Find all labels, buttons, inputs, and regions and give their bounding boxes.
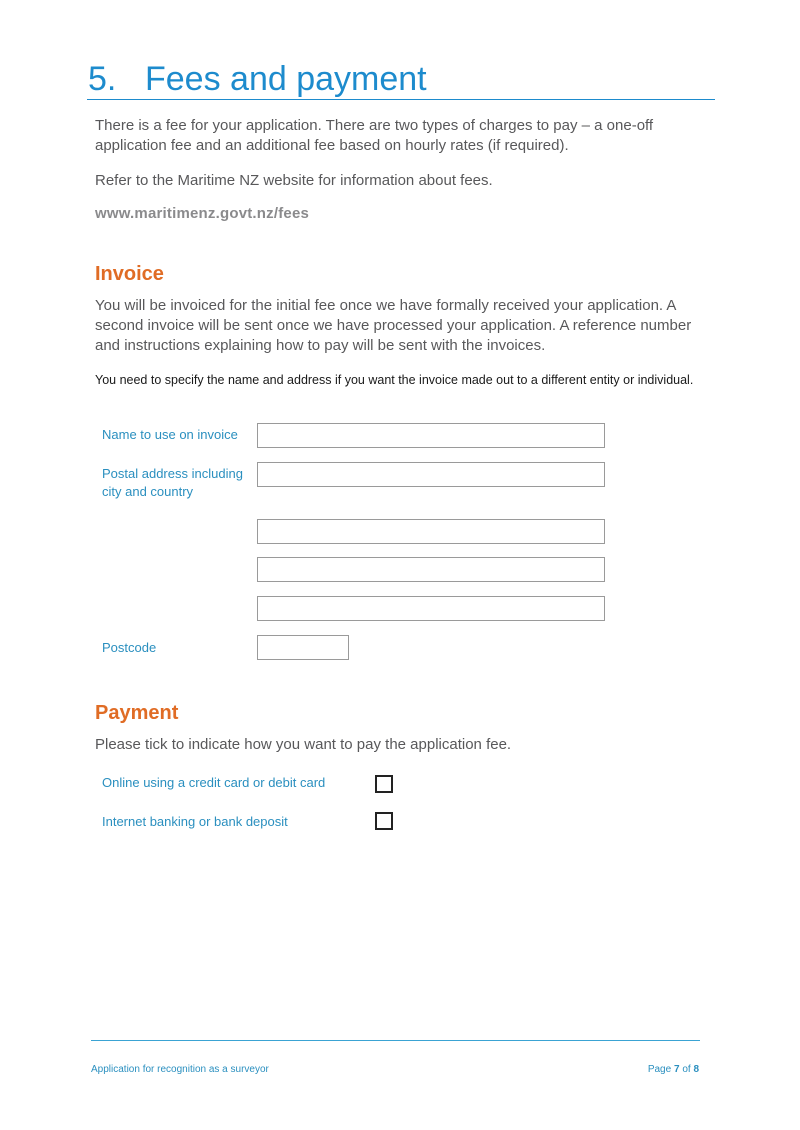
invoice-address-line-3[interactable] xyxy=(257,557,605,582)
invoice-name-field[interactable] xyxy=(257,423,605,448)
invoice-note: You need to specify the name and address if you want the invoice made out to a different entity or individual. xyxy=(95,373,694,387)
fees-website-link[interactable]: www.maritimenz.govt.nz/fees xyxy=(95,205,310,222)
invoice-postcode-label: Postcode xyxy=(102,640,157,655)
payment-option-bank-label: Internet banking or bank deposit xyxy=(102,814,288,829)
invoice-address-line-1[interactable] xyxy=(257,462,605,487)
payment-option-card-checkbox[interactable] xyxy=(375,775,393,793)
page-title: Fees and payment xyxy=(145,60,427,98)
intro-paragraph-refer: Refer to the Maritime NZ website for information about fees. xyxy=(95,172,493,189)
footer-page-total: 8 xyxy=(693,1064,699,1075)
payment-option-bank-checkbox[interactable] xyxy=(375,812,393,830)
title-divider xyxy=(87,99,715,100)
payment-heading: Payment xyxy=(95,702,179,724)
intro-paragraph-fees: There is a fee for your application. There are two types of charges to pay – a one-off application fee and an additional fee based on hourly rates (if required). xyxy=(95,117,654,154)
footer-page-current: 7 xyxy=(673,1064,680,1075)
invoice-address-line-2[interactable] xyxy=(257,519,605,544)
footer-divider xyxy=(91,1040,700,1041)
footer-page-number xyxy=(648,1064,699,1075)
payment-option-card-label: Online using a credit card or debit card xyxy=(102,775,326,790)
footer-page-of: of xyxy=(682,1064,691,1075)
invoice-name-label: Name to use on invoice xyxy=(102,427,238,442)
invoice-heading: Invoice xyxy=(95,263,164,285)
invoice-address-line-4[interactable] xyxy=(257,596,605,621)
section-number: 5. xyxy=(88,60,117,98)
footer-page-prefix: Page xyxy=(647,1064,672,1075)
footer-document-title: Application for recognition as a surveyor xyxy=(91,1064,269,1075)
invoice-address-label: Postal address including city and country xyxy=(102,466,243,499)
invoice-paragraph: You will be invoiced for the initial fee once we have formally received your application. A second invoice will be sent once we have processed your application. A reference number and instructions explaining how to pay will be sent with the invoices. xyxy=(95,297,692,354)
invoice-postcode-field[interactable] xyxy=(257,635,349,660)
payment-instruction: Please tick to indicate how you want to pay the application fee. xyxy=(95,736,512,753)
